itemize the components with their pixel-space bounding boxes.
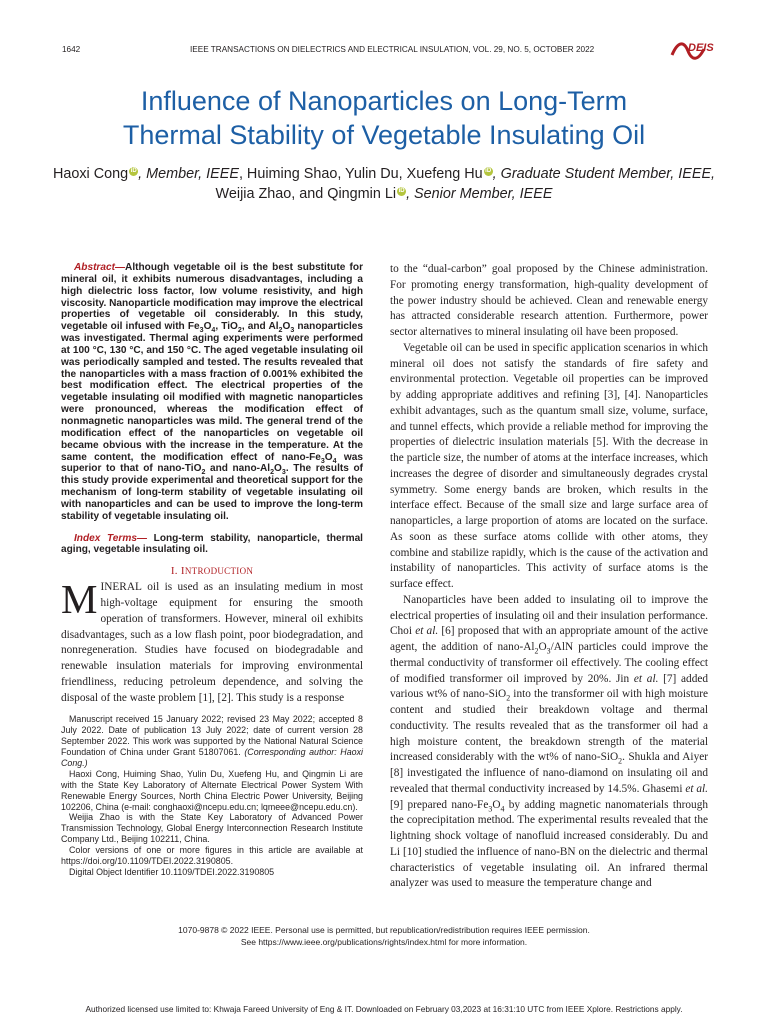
paper-title <box>40 84 728 152</box>
index-terms-label: Index Terms— <box>74 532 148 544</box>
title-line-1: Influence of Nanoparticles on Long-Term <box>140 86 628 116</box>
index-terms: Index Terms— Long-term stability, nanoparticle, thermal aging, vegetable insulating oil. <box>61 532 363 556</box>
author-names: Weijia Zhao, and Qingmin Li <box>215 186 397 202</box>
logo-text: DEIS <box>688 42 714 54</box>
drop-cap: M <box>61 576 98 623</box>
author-role: , Senior Member, IEEE <box>406 186 553 202</box>
author-line-1 <box>50 164 718 184</box>
orcid-icon[interactable]: iD <box>130 168 137 174</box>
author-name: Haoxi Cong <box>52 166 129 182</box>
abstract: Abstract—Although vegetable oil is the best substitute for mineral oil, it exhibits numerous disadvantages, including a high dielectric loss factor, low volume resistivity, and high viscosity. Nanoparticle modification may improve the electrical properties of vegetable oil considerably. In this study, vegetable oil infused with $Fe_3O_4$, TiO$_2$, and $Al_2O_3$ nanoparticles was investigated. Thermal aging experiments were performed at 100 °C, 130 °C, and 150 °C. The aged vegetable insulating oil was periodically sampled and tested. The results revealed that the nanoparticles with a mass fraction of 0.001% exhibited the best modification effect. The electrical properties of the vegetable insulating oil modified with magnetic nanoparticles were pronounced, whereas the modification effect of nonmagnetic nanoparticles was mild. The general trend of the modification effect of the nanoparticles on vegetable oil became obvious with the increase in the temperature. At the same content, the modification effect of nano-$Fe_3O_4$ was superior to that of nano-TiO$_2$ and nano-$Al_2O_3$. The results of this study provide experimental and theoretical support for the mechanism of long-term stability of vegetable insulating oil with nanoparticles and can be used to improve the long-term stability of vegetable insulating oil. <box>61 262 364 522</box>
abstract-label: Abstract— <box>74 262 126 273</box>
copyright-notice: 1070-9878 © 2022 IEEE. Personal use is permitted, but republication/redistribution requires IEEE permission. See https://www.ieee.org/publications/rights/index.html for more information. <box>178 925 590 947</box>
journal-header: IEEE TRANSACTIONS ON DIELECTRICS AND ELECTRICAL INSULATION, VOL. 29, NO. 5, OCTOBER 2022 <box>190 45 595 54</box>
license-notice: Authorized licensed use limited to: Khwaja Fareed University of Eng & IT. Downloaded on February 03,2023 at 16:31:10 UTC from IEEE Xplore. Restrictions apply. <box>85 1004 683 1014</box>
footnote-manuscript: Manuscript received 15 January 2022; revised 23 May 2022; accepted 8 July 2022. Date of publication 13 July 2022; date of current version 28 September 2022. This work was supported by the National Natural Science Foundation of China under Grant 51807061. (Corresponding author: Haoxi Cong.) <box>61 714 363 768</box>
paragraph-3: Nanoparticles have been added to insulating oil to improve the electrical properties of insulating oil and their insulation performance. Choi et al. [6] proposed that with an appropriate amount of the active agent, the addition of nano-$Al_2O_3$/AlN particles could improve the thermal conductivity of transformer oil effectively. The cooling effect of modified transformer oil improved by 20%. Jin et al. [7] added various wt% of nano-SiO$_2$ into the transformer oil with high moisture content and studied their breakdown voltage and thermal conductivity. The results revealed that as the transformer oil had a high moisture content, the breakdown strength of the material increased considerably with the wt% of nano-SiO$_2$. Shukla and Aiyer [8] investigated the influence of nano-diamond on insulating oil and revealed that thermal conductivity increased by 14.5%. Ghasemi et al. [9] prepared nano-$Fe_3O_4$ by adding magnetic nanomaterials through the coprecipitation method. The experimental results revealed that the lightning shock voltage of nanofluid increased considerably. Du and Li [10] studied the influence of nano-BN on the dielectric and thermal characteristics of vegetable insulating oil. An infrared thermal analyzer was used to measure the temperature change and <box>390 593 709 890</box>
footnote-affiliation-1: Haoxi Cong, Huiming Shao, Yulin Du, Xuefeng Hu, and Qingmin Li are with the State Key Laboratory of Alternate Electrical Power System With Renewable Energy Sources, North China Electric Power University, Beijing 102206, China (e-mail: conghaoxi@ncepu.edu.cn; lqmeee@ncepu.edu.cn). <box>61 768 363 812</box>
author-role: , Graduate Student Member, IEEE, <box>492 166 716 182</box>
orcid-icon[interactable]: iD <box>398 188 405 194</box>
section-heading-introduction: I. INTRODUCTION <box>170 565 254 578</box>
paragraph-1: to the “dual-carbon” goal proposed by the Chinese administration. For promoting energy transformation, high-quality development of the power industry should be achieved. Clean and renewable energy has attracted considerable research attention. Furthermore, power sector alternatives to mineral insulating oil have been proposed. <box>390 263 708 338</box>
author-names: , Huiming Shao, Yulin Du, Xuefeng Hu <box>238 166 483 182</box>
deis-logo <box>670 37 720 65</box>
footnotes <box>61 714 363 878</box>
right-column <box>390 262 708 892</box>
author-line-2 <box>50 184 718 204</box>
paragraph-2: Vegetable oil can be used in specific application scenarios in which mineral oil does not satisfy the standards of fire safety and environmental protection. Vegetable oil properties can be improved by adding appropriate additives and refining [3], [4]. Nanoparticles exhibit advantages, such as the quantum small size, volume, surface, and tunnel effects, which provide a reliable method for improving the properties of dielectric insulation materials [5]. With the decrease in the particle size, the number of atoms at the interface increases, which increases the degree of disorder and simultaneously degrades crystal symmetry. Some energy bands are broken, which results in the interface effect. Because of the small size and large surface area of nanoparticles, a large proportion of atoms are located on the surface. As soon as these surface atoms collide with other atoms, they combine and stabilize rapidly, which is the cause of the activation and instability of nanoparticles. This activity of surface atoms is the surface effect. <box>390 341 708 590</box>
page-number: 1642 <box>62 45 81 54</box>
left-column <box>61 262 363 878</box>
footnote-color: Color versions of one or more figures in this article are available at https://doi.org/10.1109/TDEI.2022.3190805. <box>61 845 363 867</box>
footnote-affiliation-2: Weijia Zhao is with the State Key Laboratory of Advanced Power Transmission Technology, Global Energy Interconnection Research Institute Company Ltd., Beijing 102211, China. <box>61 812 363 845</box>
author-list <box>50 164 718 204</box>
title-line-2: Thermal Stability of Vegetable Insulating Oil <box>122 120 646 150</box>
orcid-icon[interactable]: iD <box>485 168 492 174</box>
author-role: , Member, IEEE <box>138 166 239 182</box>
footnote-doi: Digital Object Identifier 10.1109/TDEI.2022.3190805 <box>69 866 275 877</box>
intro-paragraph: MINERAL oil is used as an insulating medium in most high-voltage equipment for ensuring the smooth operation of transformers. However, mineral oil exhibits disadvantages, such as a low flash point, poor biodegradation, and nonregeneration. Studies have focused on biodegradable and renewable insulation materials for improving environmental friendliness, reducing petroleum dependence, and solving the disposal of the waste problem [1], [2]. This study is a response <box>61 576 363 704</box>
